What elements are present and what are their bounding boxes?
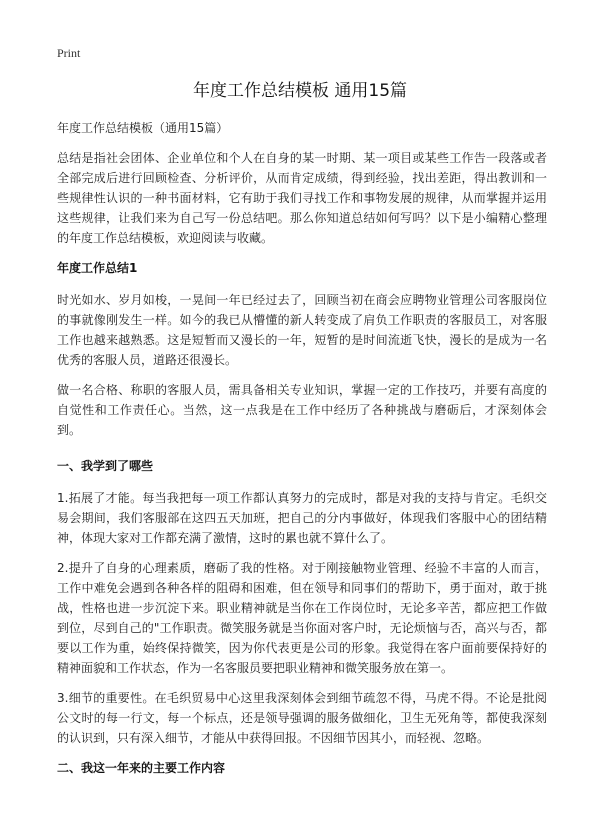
section-1-paragraph-1: 时光如水、岁月如梭，一晃间一年已经过去了，回顾当初在商会应聘物业管理公司客服岗位的事就像刚发生一样。如今的我已从懵懂的新人转变成了肩负工作职责的客服员工，对客服工作也越来越熟悉。这是短暂而又漫长的一年，短暂的是时间流逝飞快，漫长的是成为一名优秀的客服人员，道路还很漫长。	[57, 293, 547, 367]
print-link[interactable]: Print	[57, 46, 81, 60]
heading-main-work: 二、我这一年来的主要工作内容	[57, 761, 226, 775]
learned-item-1: 1.拓展了才能。每当我把每一项工作都认真努力的完成时，都是对我的支持与肯定。毛织交易会期间，我们客服部在这四五天加班，把自己的分内事做好，体现我们客服中心的团结精神，体现大家对工作都充满了激情，这时的累也就不算什么了。	[57, 491, 547, 545]
heading-what-i-learned: 一、我学到了哪些	[57, 459, 154, 473]
page-title: 年度工作总结模板 通用15篇	[192, 81, 408, 101]
document-body	[57, 118, 547, 790]
document-subtitle: 年度工作总结模板（通用15篇）	[57, 121, 229, 135]
section-1-heading: 年度工作总结1	[57, 261, 138, 275]
learned-item-2: 2.提升了自身的心理素质，磨砺了我的性格。对于刚接触物业管理、经验不丰富的人而言，工作中难免会遇到各种各样的阻碍和困难，但在领导和同事们的帮助下，勇于面对，敢于挑战，性格也进一步沉淀下来。职业精神就是当你在工作岗位时，无论多辛苦，都应把工作做到位，尽到自己的"工作职责。微笑服务就是当你面对客户时，无论烦恼与否，高兴与否，都要以工作为重，始终保持微笑，因为你代表更是公司的形象。我觉得在客户面前要保持好的精神面貌和工作状态，作为一名客服员要把职业精神和微笑服务放在第一。	[57, 561, 547, 675]
intro-paragraph: 总结是指社会团体、企业单位和个人在自身的某一时期、某一项目或某些工作告一段落或者全部完成后进行回顾检查、分析评价，从而肯定成绩，得到经验，找出差距，得出教训和一些规律性认识的一种书面材料，它有助于我们寻找工作和事物发展的规律，从而掌握并运用这些规律，让我们来为自己写一份总结吧。那么你知道总结如何写吗？以下是小编精心整理的年度工作总结模板，欢迎阅读与收藏。	[57, 151, 547, 245]
section-1-paragraph-2: 做一名合格、称职的客服人员，需具备相关专业知识，掌握一定的工作技巧，并要有高度的自觉性和工作责任心。当然，这一点我是在工作中经历了各种挑战与磨砺后，才深刻体会到。	[57, 383, 547, 437]
learned-item-3: 3.细节的重要性。在毛织贸易中心这里我深刻体会到细节疏忽不得，马虎不得。不论是批阅公文时的每一行文，每一个标点，还是领导强调的服务做细化，卫生无死角等，都使我深刻的认识到，只有深入细节，才能从中获得回报。不因细节因其小，而轻视、忽略。	[57, 691, 547, 745]
